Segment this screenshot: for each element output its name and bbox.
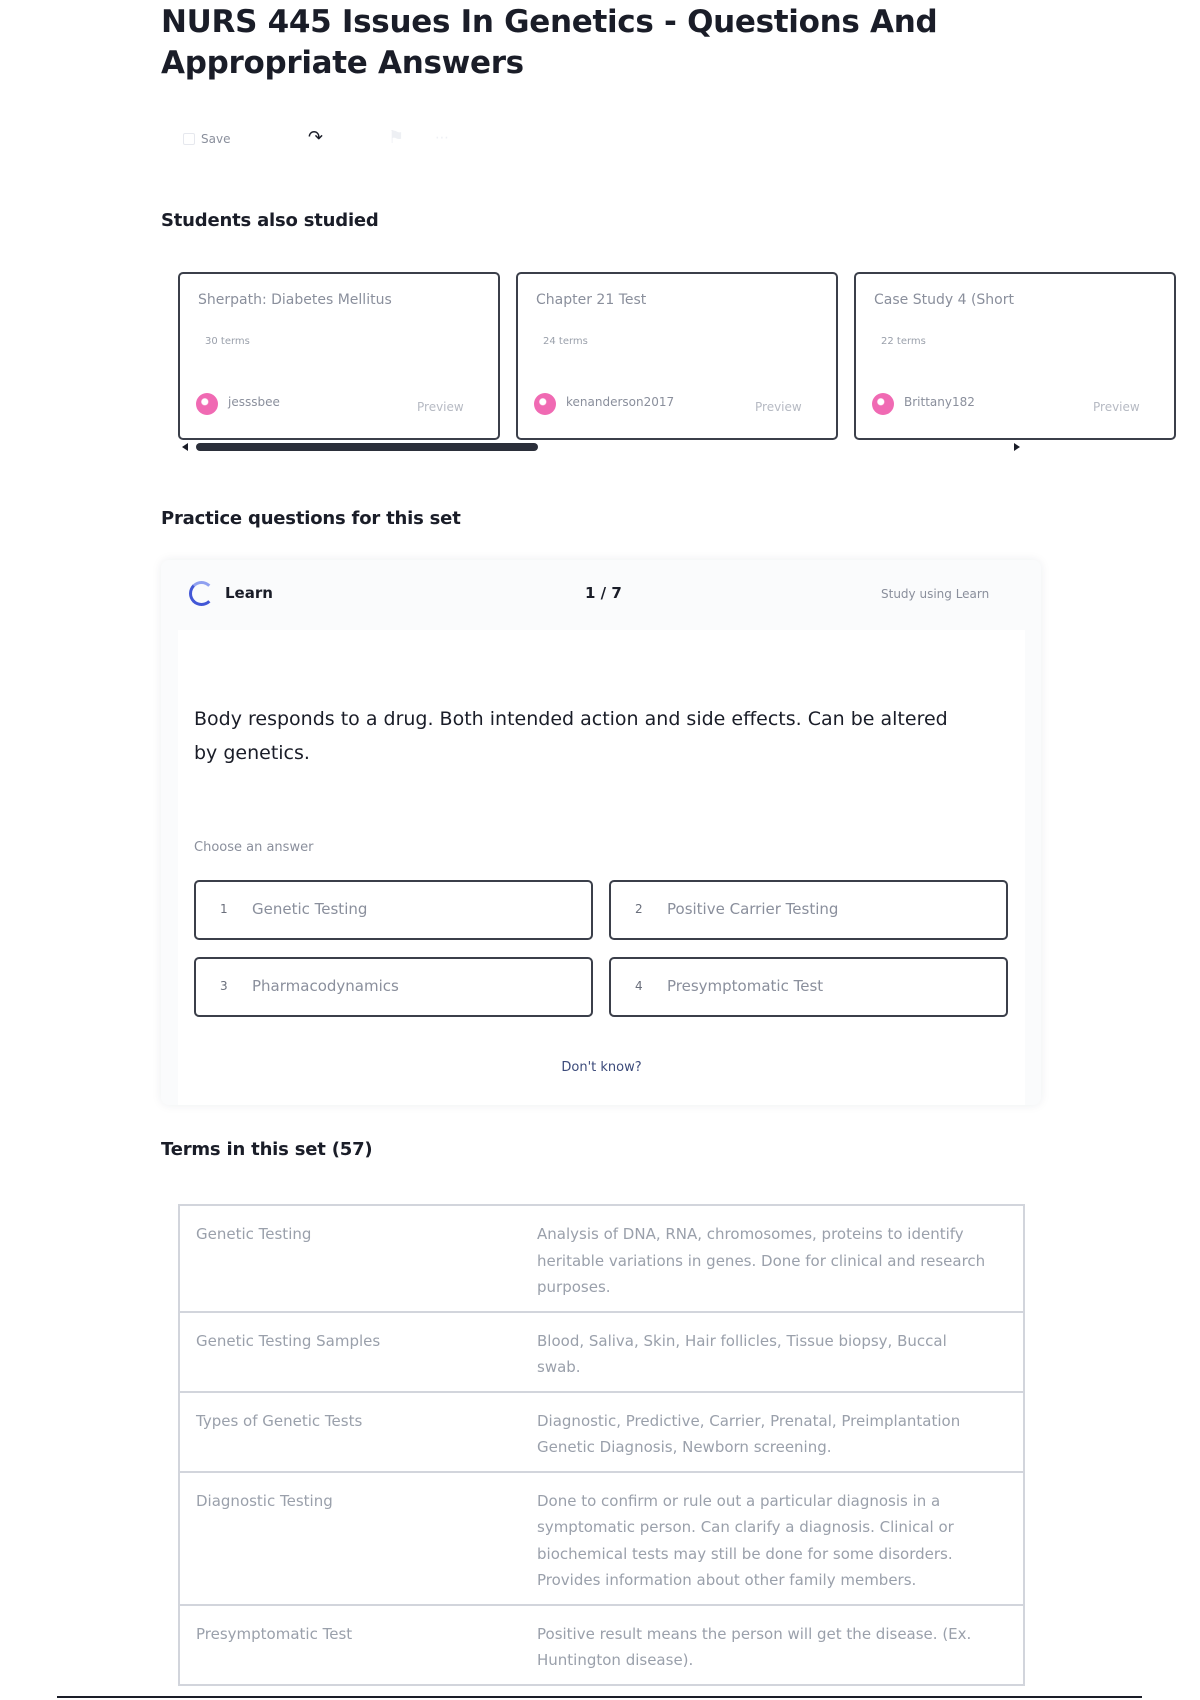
related-sets-carousel bbox=[178, 272, 1140, 452]
folder-icon bbox=[183, 133, 195, 145]
more-options-icon[interactable]: ⋯ bbox=[435, 130, 449, 146]
avatar bbox=[196, 393, 218, 415]
answer-number: 3 bbox=[220, 979, 228, 993]
terms-heading: Terms in this set (57) bbox=[161, 1139, 373, 1160]
terms-list bbox=[178, 1204, 1025, 1686]
preview-button[interactable]: Preview bbox=[755, 400, 802, 414]
share-icon[interactable]: ↷ bbox=[308, 127, 324, 148]
related-set-term-count: 30 terms bbox=[205, 336, 250, 347]
term-row bbox=[178, 1473, 1025, 1606]
students-also-studied-heading: Students also studied bbox=[161, 210, 379, 231]
question-card bbox=[178, 630, 1025, 1105]
answer-text: Genetic Testing bbox=[252, 900, 368, 918]
term-word: Genetic Testing Samples bbox=[196, 1331, 381, 1350]
answer-number: 1 bbox=[220, 902, 228, 916]
related-set-username[interactable]: Brittany182 bbox=[904, 395, 975, 409]
answer-option-2[interactable] bbox=[609, 880, 1008, 940]
learn-mode-icon bbox=[189, 581, 214, 606]
question-progress: 1 / 7 bbox=[585, 584, 622, 602]
flag-icon[interactable]: ⚑ bbox=[388, 127, 405, 148]
avatar bbox=[872, 393, 894, 415]
carousel-scrollbar[interactable] bbox=[196, 443, 538, 451]
scroll-left-arrow-icon[interactable] bbox=[182, 443, 188, 451]
related-set-card[interactable] bbox=[854, 272, 1176, 440]
term-definition: Diagnostic, Predictive, Carrier, Prenatal, Preimplantation Genetic Diagnosis, Newborn screening. bbox=[537, 1411, 961, 1456]
term-definition: Blood, Saliva, Skin, Hair follicles, Tissue biopsy, Buccal swab. bbox=[537, 1331, 947, 1376]
answer-text: Pharmacodynamics bbox=[252, 977, 399, 995]
question-text: Body responds to a drug. Both intended action and side effects. Can be altered by genetics. bbox=[194, 708, 948, 764]
page-bottom-divider bbox=[57, 1696, 1142, 1698]
save-button[interactable] bbox=[183, 132, 230, 146]
related-set-username[interactable]: kenanderson2017 bbox=[566, 395, 675, 409]
related-set-username[interactable]: jesssbee bbox=[228, 395, 280, 409]
page-title: NURS 445 Issues In Genetics - Questions And Appropriate Answers bbox=[161, 4, 938, 81]
term-definition: Done to confirm or rule out a particular diagnosis in a symptomatic person. Can clarify a diagnosis. Clinical or biochemical tests may still be done for some disorders. Provides information about other family members. bbox=[537, 1491, 954, 1589]
related-set-term-count: 24 terms bbox=[543, 336, 588, 347]
save-label: Save bbox=[201, 132, 231, 146]
answer-option-4[interactable] bbox=[609, 957, 1008, 1017]
related-set-title: Sherpath: Diabetes Mellitus bbox=[198, 292, 392, 308]
term-word: Types of Genetic Tests bbox=[196, 1411, 363, 1430]
choose-answer-label: Choose an answer bbox=[194, 840, 314, 855]
avatar bbox=[534, 393, 556, 415]
term-word: Presymptomatic Test bbox=[196, 1624, 353, 1643]
scroll-right-arrow-icon[interactable] bbox=[1014, 443, 1020, 451]
term-definition: Analysis of DNA, RNA, chromosomes, proteins to identify heritable variations in genes. Done for clinical and research purposes. bbox=[537, 1225, 986, 1296]
term-word: Genetic Testing bbox=[196, 1225, 312, 1243]
term-row bbox=[178, 1206, 1025, 1313]
related-set-title: Case Study 4 (Short bbox=[874, 292, 1014, 308]
related-set-title: Chapter 21 Test bbox=[536, 292, 647, 308]
term-row bbox=[178, 1393, 1025, 1473]
answer-option-3[interactable] bbox=[194, 957, 593, 1017]
practice-panel bbox=[161, 560, 1041, 1105]
answer-number: 2 bbox=[635, 902, 643, 916]
term-definition: Positive result means the person will get the disease. (Ex. Huntington disease). bbox=[537, 1624, 972, 1669]
answer-text: Positive Carrier Testing bbox=[667, 900, 839, 918]
set-actions bbox=[183, 127, 449, 150]
practice-questions-heading: Practice questions for this set bbox=[161, 508, 461, 529]
preview-button[interactable]: Preview bbox=[1093, 400, 1140, 414]
related-set-card[interactable] bbox=[516, 272, 838, 440]
term-word: Diagnostic Testing bbox=[196, 1491, 333, 1510]
answer-text: Presymptomatic Test bbox=[667, 977, 824, 995]
answer-number: 4 bbox=[635, 979, 643, 993]
preview-button[interactable]: Preview bbox=[417, 400, 464, 414]
related-set-term-count: 22 terms bbox=[881, 336, 926, 347]
term-row bbox=[178, 1313, 1025, 1393]
answer-option-1[interactable] bbox=[194, 880, 593, 940]
learn-label: Learn bbox=[225, 584, 273, 602]
study-using-learn-link[interactable]: Study using Learn bbox=[881, 587, 990, 601]
term-row bbox=[178, 1606, 1025, 1686]
related-set-card[interactable] bbox=[178, 272, 500, 440]
dont-know-button[interactable]: Don't know? bbox=[561, 1060, 642, 1075]
